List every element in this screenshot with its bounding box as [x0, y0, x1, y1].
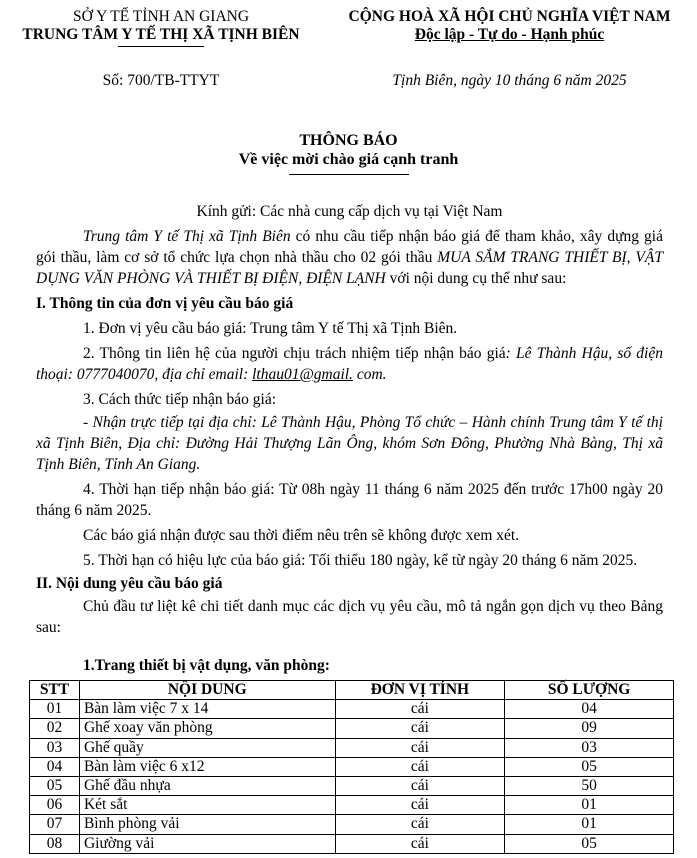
- column-header-unit: ĐƠN VỊ TÍNH: [335, 681, 505, 700]
- column-header-stt: STT: [30, 681, 80, 700]
- cell-name: Bàn làm việc 6 x12: [79, 757, 335, 776]
- subtitle-underline: [289, 174, 409, 175]
- section2-heading: II. Nội dung yêu cầu báo giá: [36, 575, 223, 592]
- cell-qty: 01: [505, 796, 674, 815]
- cell-unit: cái: [335, 815, 505, 834]
- ministry-name: SỞ Y TẾ TỈNH AN GIANG: [72, 8, 250, 25]
- cell-stt: 08: [30, 834, 80, 853]
- cell-name: Giường vải: [79, 834, 335, 853]
- cell-name: Bàn làm việc 7 x 14: [79, 700, 335, 719]
- motto: Độc lập - Tự do - Hạnh phúc: [414, 26, 605, 43]
- cell-unit: cái: [335, 757, 505, 776]
- table-title: 1.Trang thiết bị vật dụng, văn phòng:: [83, 657, 330, 674]
- document-title: THÔNG BÁO: [299, 132, 398, 149]
- country-name: CỘNG HOÀ XÃ HỘI CHỦ NGHĨA VIỆT NAM: [348, 8, 671, 25]
- section1-item3: 3. Cách thức tiếp nhận báo giá:: [83, 391, 277, 408]
- items-table: [29, 680, 674, 854]
- cell-stt: 05: [30, 777, 80, 796]
- column-header-content: NỘI DUNG: [79, 681, 335, 700]
- intro-paragraph: Trung tâm Y tế Thị xã Tịnh Biên có nhu cầu tiếp nhận báo giá để tham khảo, xây dựng giá gói thầu, làm cơ sở tổ chức lựa chọn nhà thầu cho 02 gói thầu MUA SẮM TRANG THIẾT BỊ, VẬT DỤNG VĂN PHÒNG VÀ THIẾT BỊ ĐIỆN, ĐIỆN LẠNH với nội dung cụ thể như sau:: [36, 228, 663, 287]
- cell-stt: 04: [30, 757, 80, 776]
- cell-qty: 05: [505, 834, 674, 853]
- section2-intro: Chủ đầu tư liệt kê chi tiết danh mục các dịch vụ yêu cầu, mô tả ngắn gọn dịch vụ theo Bảng sau:: [36, 598, 663, 636]
- table-row: [30, 815, 674, 834]
- national-block: [322, 8, 697, 44]
- section1-item5: 5. Thời hạn có hiệu lực của báo giá: Tối thiểu 180 ngày, kể từ ngày 20 tháng 6 năm 2025.: [83, 552, 638, 569]
- recipient-line: Kính gửi: Các nhà cung cấp dịch vụ tại Việt Nam: [196, 203, 503, 220]
- cell-name: Ghế xoay văn phòng: [79, 719, 335, 738]
- cell-name: Ghế quầy: [79, 738, 335, 757]
- cell-unit: cái: [335, 796, 505, 815]
- section1-item3-detail: - Nhận trực tiếp tại địa chỉ: Lê Thành Hậu, Phòng Tổ chức – Hành chính Trung tâm Y tế thị xã Tịnh Biên, Địa chỉ: Đường Hải Thượng Lãn Ông, khóm Sơn Đông, Phường Nhà Bàng, Thị xã Tịnh Biên, Tỉnh An Giang.: [36, 414, 663, 473]
- table-row: [30, 834, 674, 853]
- cell-qty: 01: [505, 815, 674, 834]
- document-number: Số: 700/TB-TTYT: [102, 72, 220, 89]
- table-header-row: [30, 681, 674, 700]
- center-name: TRUNG TÂM Y TẾ THỊ XÃ TỊNH BIÊN: [22, 26, 300, 43]
- section1-item2: 2. Thông tin liên hệ của người chịu trách nhiệm tiếp nhận báo giá: Lê Thành Hậu, số điện thoại: 0777040070, địa chỉ email: lthau01@gmail. com.: [36, 345, 663, 383]
- cell-unit: cái: [335, 719, 505, 738]
- section1-heading: I. Thông tin của đơn vị yêu cầu báo giá: [36, 295, 294, 312]
- cell-name: Két sắt: [79, 796, 335, 815]
- table-row: [30, 796, 674, 815]
- cell-stt: 03: [30, 738, 80, 757]
- section1-item4-note: Các báo giá nhận được sau thời điểm nêu trên sẽ không được xem xét.: [83, 527, 520, 544]
- document-subtitle: Về việc mời chào giá cạnh tranh: [238, 151, 459, 168]
- cell-stt: 06: [30, 796, 80, 815]
- column-header-quantity: SỐ LƯỢNG: [505, 681, 674, 700]
- contact-email-link[interactable]: lthau01@gmail.: [252, 366, 353, 383]
- cell-unit: cái: [335, 738, 505, 757]
- section1-item1: 1. Đơn vị yêu cầu báo giá: Trung tâm Y tế Thị xã Tịnh Biên.: [83, 320, 458, 337]
- document-body: [36, 201, 663, 638]
- table-row: [30, 757, 674, 776]
- issuer-block: [0, 8, 322, 47]
- cell-unit: cái: [335, 700, 505, 719]
- cell-qty: 04: [505, 700, 674, 719]
- table-row: [30, 700, 674, 719]
- cell-unit: cái: [335, 834, 505, 853]
- table-row: [30, 719, 674, 738]
- cell-qty: 50: [505, 777, 674, 796]
- cell-stt: 01: [30, 700, 80, 719]
- document-date: Tịnh Biên, ngày 10 tháng 6 năm 2025: [392, 72, 627, 89]
- cell-stt: 02: [30, 719, 80, 738]
- table-row: [30, 738, 674, 757]
- cell-qty: 05: [505, 757, 674, 776]
- cell-name: Bình phòng vải: [79, 815, 335, 834]
- section1-item4: 4. Thời hạn tiếp nhận báo giá: Từ 08h ngày 11 tháng 6 năm 2025 đến trước 17h00 ngày 20 tháng 6 năm 2025.: [36, 481, 663, 519]
- cell-qty: 03: [505, 738, 674, 757]
- cell-stt: 07: [30, 815, 80, 834]
- table-row: [30, 777, 674, 796]
- cell-name: Ghế đầu nhựa: [79, 777, 335, 796]
- cell-unit: cái: [335, 777, 505, 796]
- issuer-underline: [118, 46, 204, 47]
- cell-qty: 09: [505, 719, 674, 738]
